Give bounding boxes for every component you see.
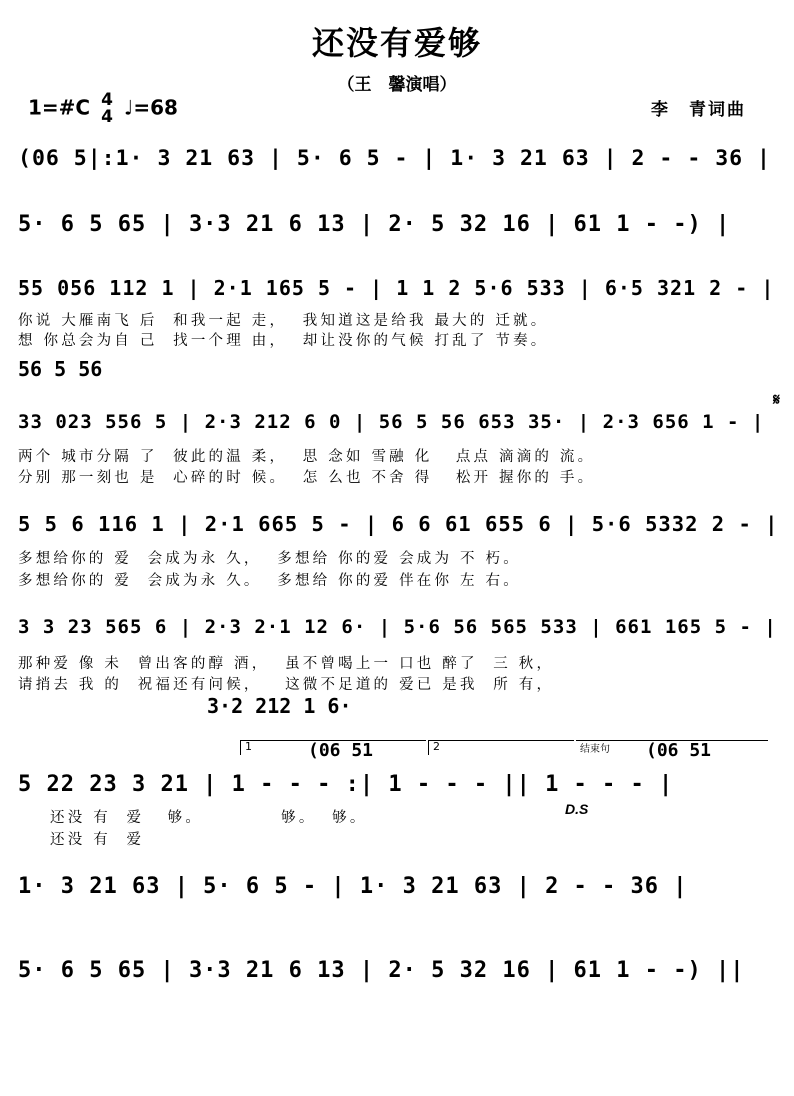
coda-notes: (06 51: [646, 740, 712, 761]
composer-credit: 李 青词曲: [651, 100, 746, 120]
grace-notes: 56 5 56: [18, 357, 103, 381]
score-row-4: 33 023 556 5 | 2·3 212 6 0 | 56 5 56 653 35· | 2·3 656 1 - |: [18, 411, 765, 433]
score-row-9: 5· 6 5 65 | 3·3 21 6 13 | 2· 5 32 16 | 61 1 - -) ||: [18, 958, 745, 983]
score-row-8: 1· 3 21 63 | 5· 6 5 - | 1· 3 21 63 | 2 - - 36 |: [18, 874, 688, 899]
tempo-marking: ♩=68: [123, 95, 178, 120]
lyric-row-4-verse-1: 两个 城市分隔 了 彼此的温 柔， 思 念如 雪融 化 点点 滴滴的 流。: [18, 449, 596, 465]
lyric-row-5-verse-2: 多想给你的 爱 会成为永 久。 多想给 你的爱 伴在你 左 右。: [18, 573, 521, 589]
dal-segno-marking: D.S: [565, 801, 589, 817]
score-row-6: 3 3 23 565 6 | 2·3 2·1 12 6· | 5·6 56 565 533 | 661 165 5 - |: [18, 616, 777, 638]
lyric-row-6-verse-2: 请捎去 我 的 祝福还有问候， 这微不足道的 爱已 是我 所 有，: [18, 677, 555, 693]
first-ending-notes: (06 51: [308, 740, 374, 761]
first-ending: 1: [240, 740, 426, 755]
lyric-row-7-verse-1: 还没 有 爱 够。 够。 够。: [50, 810, 368, 826]
score-row-3: 55 056 112 1 | 2·1 165 5 - | 1 1 2 5·6 533 | 6·5 321 2 - |: [18, 276, 775, 300]
lyric-row-3-verse-1: 你说 大雁南飞 后 和我一起 走， 我知道这是给我 最大的 迁就。: [18, 313, 549, 329]
second-ending: 2: [428, 740, 574, 755]
lyric-row-3-verse-2: 想 你总会为自 己 找一个理 由， 却让没你的气候 打乱了 节奏。: [18, 333, 549, 349]
score-row-5: 5 5 6 116 1 | 2·1 665 5 - | 6 6 61 655 6 | 5·6 5332 2 - |: [18, 512, 779, 536]
score-row-1: (06 5|:1· 3 21 63 | 5· 6 5 - | 1· 3 21 63 | 2 - - 36 |: [18, 146, 771, 171]
key-signature: [28, 92, 178, 126]
alternate-notes: 3·2 212 1 6·: [207, 694, 352, 718]
lyric-row-6-verse-1: 那种爱 像 未 曾出客的醇 酒， 虽不曾喝上一 口也 醉了 三 秋，: [18, 656, 555, 672]
lyric-row-4-verse-2: 分别 那一刻也 是 心碎的时 候。 怎 么也 不舍 得 松开 握你的 手。: [18, 470, 596, 486]
song-title: 还没有爱够: [311, 24, 482, 62]
singer-credit: （王 馨演唱）: [337, 75, 457, 95]
key-label: 1=#C: [28, 95, 91, 120]
score-row-7: 5 22 23 3 21 | 1 - - - :| 1 - - - || 1 - - - |: [18, 772, 674, 797]
coda-bracket: 结束句: [576, 740, 768, 755]
lyric-row-7-verse-2: 还没 有 爱: [50, 832, 145, 848]
score-row-2: 5· 6 5 65 | 3·3 21 6 13 | 2· 5 32 16 | 61 1 - -) |: [18, 212, 731, 237]
time-signature: 4 4: [101, 90, 113, 127]
segno-icon: 𝄋: [773, 390, 780, 409]
lyric-row-5-verse-1: 多想给你的 爱 会成为永 久， 多想给 你的爱 会成为 不 朽。: [18, 551, 521, 567]
